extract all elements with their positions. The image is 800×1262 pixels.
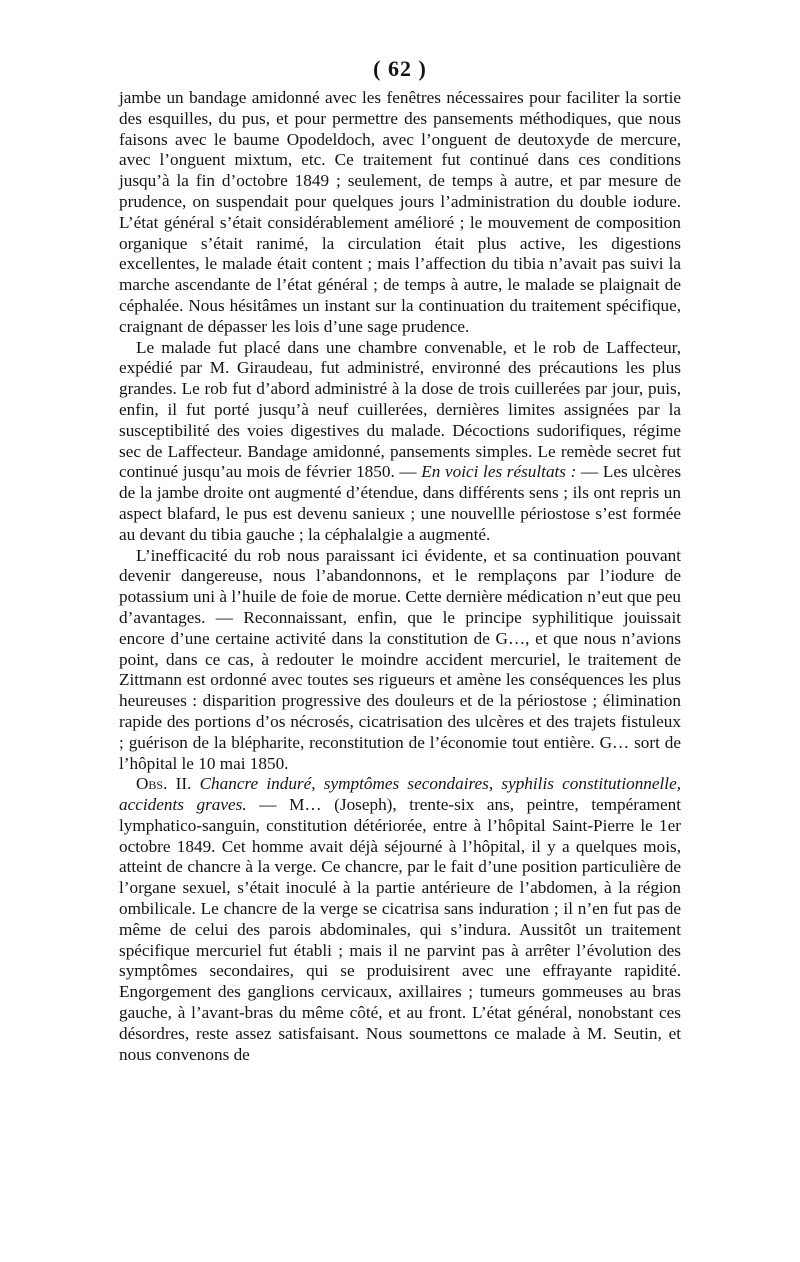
paragraph-3-text: L’inefficacité du rob nous paraissant ici évidente, et sa continuation pouvant devenir dangereuse, nous l’abandonnons, et le remplaçons par l’iodure de potassium uni à l’huile de foie de morue. Cette dernière médication n’eut que peu d’avantages. — Reconnaissant, enfin, que le principe syphilitique jouissait encore d’une certaine activité dans la constitution de G…, et que nous n’avions point, dans ce cas, à redouter le moindre accident mercuriel, le traitement de Zittmann est ordonné avec toutes ses rigueurs et amène les conséquences les plus heureuses : disparition progressive des douleurs et de la périostose ; élimination rapide des portions d’os nécrosés, cicatrisation des ulcères et des trajets fistuleux ; guérison de la blépharite, reconstitution de l’économie tout entière. G… sort de l’hôpital le 10 mai 1850. [119, 545, 681, 773]
page-number: ( 62 ) [373, 56, 427, 81]
observation-label: Obs. II. [136, 774, 192, 794]
observation-title: Chancre induré, symptômes secondaires, syphilis constitutionnelle, accidents graves. [119, 774, 681, 815]
page-body [119, 88, 681, 1065]
paragraph-2-italic-heading: En voici les résultats : [421, 462, 577, 482]
paragraph-4 [119, 774, 681, 1065]
paragraph-2 [119, 338, 681, 546]
paragraph-4-text-after: — M… (Joseph), trente-six ans, peintre, tempérament lymphatico-sanguin, constitution détériorée, entre à l’hôpital Saint-Pierre le 1er octobre 1849. Cet homme avait déjà séjourné à l’hôpital, il y a quelques mois, atteint de chancre à la verge. Ce chancre, par le fait d’une position particulière de l’organe sexuel, s’était inoculé à la partie antérieure de l’abdomen, à la région ombilicale. Le chancre de la verge se cicatrisa sans induration ; il n’en fut pas de même de celui des parois abdominales, qui s’indura. Aussitôt un traitement spécifique mercuriel fut établi ; mais il ne parvint pas à arrêter l’évolution des symptômes secondaires, qui se produisirent avec une effrayante rapidité. Engorgement des ganglions cervicaux, axillaires ; tumeurs gommeuses au bras gauche, à l’avant-bras du même côté, et au front. L’état général, nonobstant ces désordres, reste assez satisfaisant. Nous soumettons ce malade à M. Seutin, et nous convenons de [119, 795, 681, 1064]
paragraph-2-text: Le malade fut placé dans une chambre convenable, et le rob de Laffecteur, expédié par M. Giraudeau, fut administré, environné des précautions les plus grandes. Le rob fut d’abord administré à la dose de trois cuillerées par jour, puis, enfin, il fut porté jusqu’à neuf cuillerées, dernières limites assignées par la susceptibilité des voies digestives du malade. Décoctions sudorifiques, régime sec de Laffecteur. Bandage amidonné, pansements simples. Le remède secret fut continué jusqu’au mois de février 1850. — [119, 337, 681, 482]
paragraph-3 [119, 546, 681, 775]
paragraph-2-text-after: — Les ulcères de la jambe droite ont augmenté d’étendue, dans différents sens ; ils ont repris un aspect blafard, le pus est devenu sanieux ; une nouvellle périostose s’est formée au devant du tibia gauche ; la céphalalgie a augmenté. [119, 462, 682, 544]
paragraph-1 [119, 88, 681, 338]
paragraph-1-text: jambe un bandage amidonné avec les fenêtres nécessaires pour faciliter la sortie des esquilles, du pus, et pour permettre des pansements méthodiques, que nous faisons avec le baume Opodeldoch, avec l’onguent de deutoxyde de mercure, avec l’onguent mixtum, etc. Ce traitement fut continué dans ces conditions jusqu’à la fin d’octobre 1849 ; seulement, de temps à autre, et par mesure de prudence, on suspendait pour quelques jours l’administration du double iodure. L’état général s’était considérablement amélioré ; le mouvement de composition organique s’était ranimé, la circulation était plus active, les digestions excellentes, le malade était content ; mais l’affection du tibia n’avait pas suivi la marche ascendante de l’état général ; de temps à autre, le malade se plaignait de céphalée. Nous hésitâmes un instant sur la continuation du traitement spécifique, craignant de dépasser les lois d’une sage prudence. [119, 88, 681, 336]
